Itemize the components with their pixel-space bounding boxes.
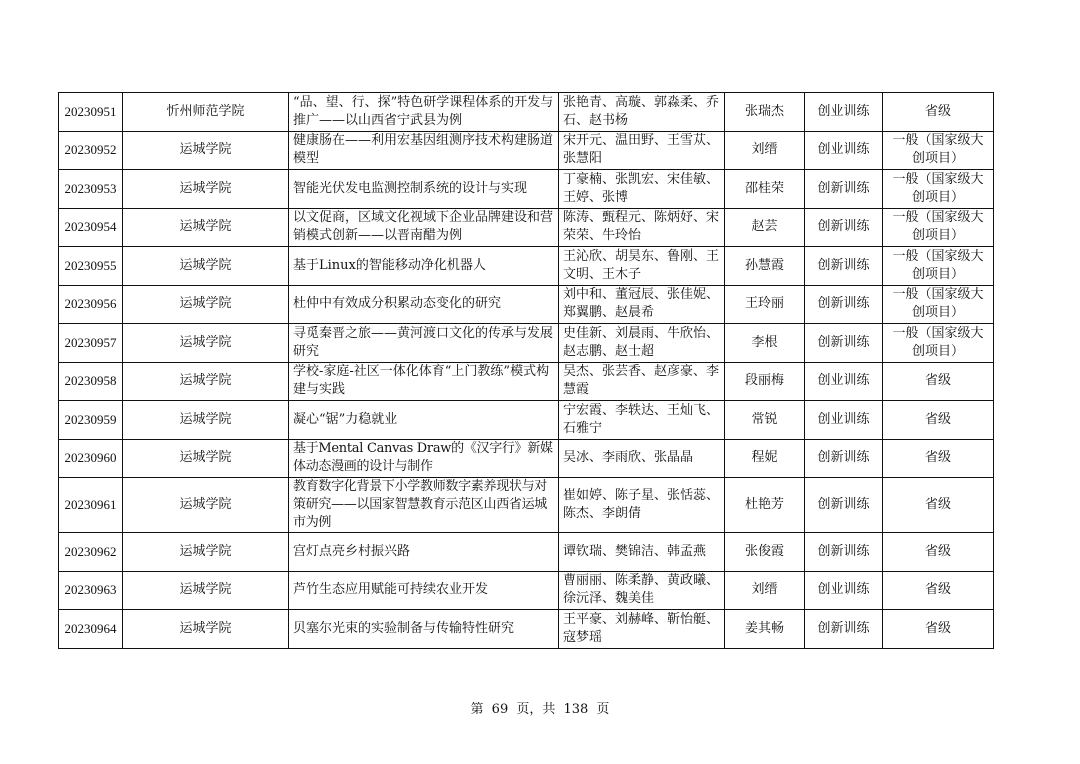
project-title-cell: 健康肠在——利用宏基因组测序技术构建肠道模型 (289, 131, 559, 170)
school-cell: 运城学院 (123, 571, 289, 610)
project-level-cell: 省级 (883, 93, 994, 132)
members-cell: 王平豪、刘赫峰、靳怡艇、寇梦瑶 (559, 610, 725, 649)
project-type-cell: 创新训练 (805, 324, 883, 363)
table-row (59, 131, 994, 170)
project-level-cell: 一般（国家级大创项目） (883, 170, 994, 209)
table-row (59, 533, 994, 572)
project-type-cell: 创新训练 (805, 208, 883, 247)
advisor-cell: 孙慧霞 (725, 247, 805, 286)
members-cell: 刘中和、董冠辰、张佳妮、郑翼鹏、赵晨希 (559, 285, 725, 324)
members-cell: 史佳新、刘晨雨、牛欣怡、赵志鹏、赵士超 (559, 324, 725, 363)
project-id-cell: 20230963 (59, 571, 123, 610)
project-title-cell: 教育数字化背景下小学教师数字素养现状与对策研究——以国家智慧教育示范区山西省运城市为例 (289, 478, 559, 533)
project-id-cell: 20230962 (59, 533, 123, 572)
advisor-cell: 李根 (725, 324, 805, 363)
project-type-cell: 创新训练 (805, 247, 883, 286)
project-title-cell: 凝心“锯”力稳就业 (289, 401, 559, 440)
project-title-cell: 寻觅秦晋之旅——黄河渡口文化的传承与发展研究 (289, 324, 559, 363)
project-type-cell: 创新训练 (805, 439, 883, 478)
school-cell: 运城学院 (123, 247, 289, 286)
project-level-cell: 一般（国家级大创项目） (883, 131, 994, 170)
project-title-cell: 以文促商，区域文化视域下企业品牌建设和营销模式创新——以晋南醋为例 (289, 208, 559, 247)
project-title-cell: 宫灯点亮乡村振兴路 (289, 533, 559, 572)
project-type-cell: 创新训练 (805, 170, 883, 209)
project-id-cell: 20230954 (59, 208, 123, 247)
members-cell: 曹丽丽、陈柔静、黄政曦、徐沅泽、魏美佳 (559, 571, 725, 610)
advisor-cell: 赵芸 (725, 208, 805, 247)
advisor-cell: 姜其畅 (725, 610, 805, 649)
project-level-cell: 省级 (883, 571, 994, 610)
advisor-cell: 张俊霞 (725, 533, 805, 572)
project-id-cell: 20230958 (59, 362, 123, 401)
project-id-cell: 20230951 (59, 93, 123, 132)
project-level-cell: 一般（国家级大创项目） (883, 285, 994, 324)
project-type-cell: 创新训练 (805, 533, 883, 572)
advisor-cell: 程妮 (725, 439, 805, 478)
members-cell: 崔如婷、陈子星、张恬蕊、陈杰、李朗倩 (559, 478, 725, 533)
table-row (59, 285, 994, 324)
table-row (59, 324, 994, 363)
project-type-cell: 创业训练 (805, 362, 883, 401)
project-id-cell: 20230957 (59, 324, 123, 363)
school-cell: 运城学院 (123, 610, 289, 649)
school-cell: 运城学院 (123, 362, 289, 401)
advisor-cell: 杜艳芳 (725, 478, 805, 533)
table-row (59, 247, 994, 286)
advisor-cell: 刘缙 (725, 131, 805, 170)
project-level-cell: 省级 (883, 439, 994, 478)
project-title-cell: 基于Linux的智能移动净化机器人 (289, 247, 559, 286)
project-type-cell: 创业训练 (805, 571, 883, 610)
school-cell: 运城学院 (123, 478, 289, 533)
project-title-cell: 贝塞尔光束的实验制备与传输特性研究 (289, 610, 559, 649)
school-cell: 运城学院 (123, 324, 289, 363)
project-type-cell: 创业训练 (805, 401, 883, 440)
project-table (58, 92, 994, 649)
members-cell: 宋开元、温田野、王雪苁、张慧阳 (559, 131, 725, 170)
advisor-cell: 段丽梅 (725, 362, 805, 401)
project-type-cell: 创业训练 (805, 131, 883, 170)
project-level-cell: 省级 (883, 401, 994, 440)
page-footer: 第 69 页，共 138 页 (470, 702, 610, 717)
table-row (59, 401, 994, 440)
table-row (59, 362, 994, 401)
table-row (59, 571, 994, 610)
project-level-cell: 一般（国家级大创项目） (883, 247, 994, 286)
members-cell: 吴冰、李雨欣、张晶晶 (559, 439, 725, 478)
project-title-cell: 智能光伏发电监测控制系统的设计与实现 (289, 170, 559, 209)
advisor-cell: 张瑞杰 (725, 93, 805, 132)
advisor-cell: 常锐 (725, 401, 805, 440)
project-type-cell: 创业训练 (805, 93, 883, 132)
project-id-cell: 20230959 (59, 401, 123, 440)
project-title-cell: 芦竹生态应用赋能可持续农业开发 (289, 571, 559, 610)
project-title-cell: 杜仲中有效成分积累动态变化的研究 (289, 285, 559, 324)
project-level-cell: 省级 (883, 610, 994, 649)
school-cell: 运城学院 (123, 285, 289, 324)
advisor-cell: 刘缙 (725, 571, 805, 610)
project-id-cell: 20230964 (59, 610, 123, 649)
project-level-cell: 一般（国家级大创项目） (883, 324, 994, 363)
school-cell: 运城学院 (123, 131, 289, 170)
members-cell: 谭钦瑞、樊锦洁、韩孟燕 (559, 533, 725, 572)
project-id-cell: 20230956 (59, 285, 123, 324)
members-cell: 王沁欣、胡昊东、鲁刚、王文明、王木子 (559, 247, 725, 286)
table-row (59, 439, 994, 478)
table-row (59, 93, 994, 132)
school-cell: 运城学院 (123, 401, 289, 440)
project-level-cell: 省级 (883, 478, 994, 533)
school-cell: 运城学院 (123, 439, 289, 478)
project-id-cell: 20230955 (59, 247, 123, 286)
members-cell: 陈涛、甄程元、陈炳妤、宋荣荣、牛玲怡 (559, 208, 725, 247)
advisor-cell: 王玲丽 (725, 285, 805, 324)
project-level-cell: 省级 (883, 362, 994, 401)
project-type-cell: 创新训练 (805, 478, 883, 533)
project-level-cell: 一般（国家级大创项目） (883, 208, 994, 247)
members-cell: 丁豪楠、张凯宏、宋佳敏、王婷、张博 (559, 170, 725, 209)
project-id-cell: 20230953 (59, 170, 123, 209)
table-row (59, 170, 994, 209)
school-cell: 运城学院 (123, 170, 289, 209)
table-row (59, 478, 994, 533)
project-id-cell: 20230960 (59, 439, 123, 478)
members-cell: 吴杰、张芸香、赵彦豪、李慧霞 (559, 362, 725, 401)
members-cell: 宁宏霞、李轶达、王灿飞、石雅宁 (559, 401, 725, 440)
school-cell: 运城学院 (123, 208, 289, 247)
project-title-cell: “品、望、行、探”特色研学课程体系的开发与推广——以山西省宁武县为例 (289, 93, 559, 132)
project-level-cell: 省级 (883, 533, 994, 572)
members-cell: 张艳青、高璇、郭淼柔、乔石、赵书杨 (559, 93, 725, 132)
project-type-cell: 创新训练 (805, 610, 883, 649)
project-type-cell: 创新训练 (805, 285, 883, 324)
project-title-cell: 基于Mental Canvas Draw的《汉字行》新媒体动态漫画的设计与制作 (289, 439, 559, 478)
school-cell: 忻州师范学院 (123, 93, 289, 132)
project-id-cell: 20230961 (59, 478, 123, 533)
project-title-cell: 学校-家庭-社区一体化体育“上门教练”模式构建与实践 (289, 362, 559, 401)
project-id-cell: 20230952 (59, 131, 123, 170)
advisor-cell: 邵桂荣 (725, 170, 805, 209)
table-row (59, 208, 994, 247)
school-cell: 运城学院 (123, 533, 289, 572)
table-row (59, 610, 994, 649)
